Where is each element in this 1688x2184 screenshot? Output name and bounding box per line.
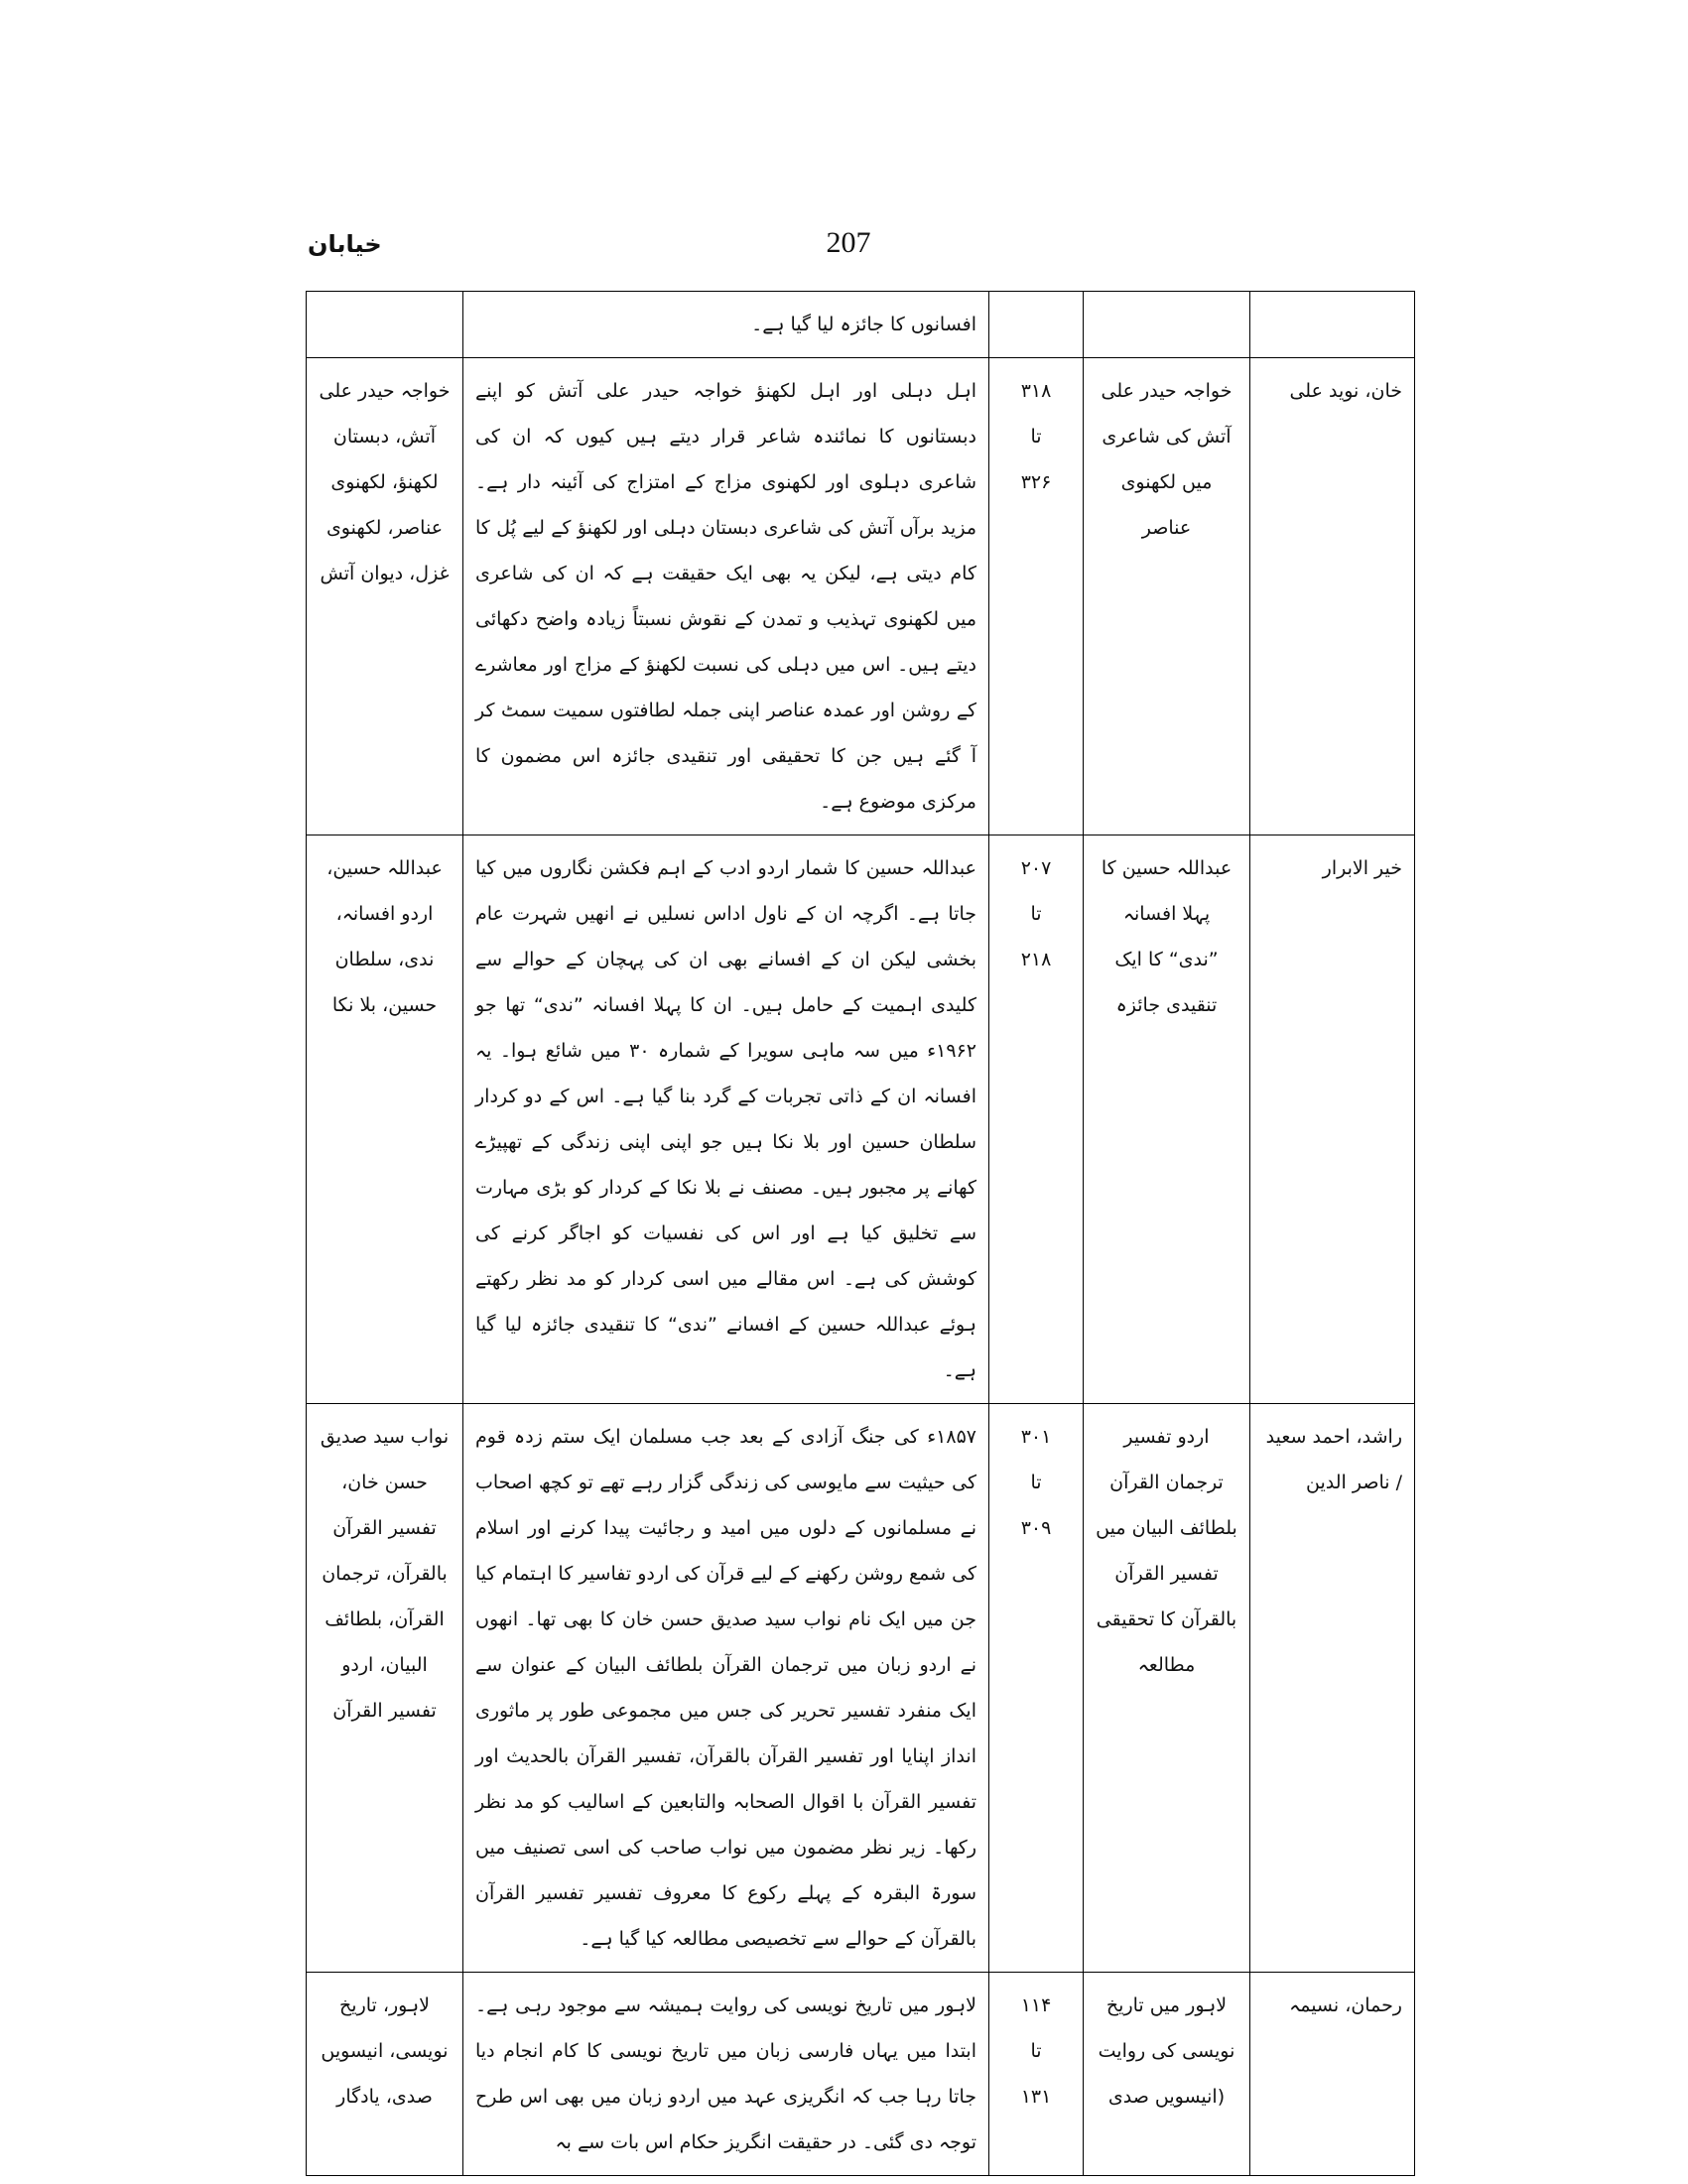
pages-cell	[989, 358, 1084, 835]
page-to-label: تا	[1030, 1472, 1042, 1493]
page-header	[308, 226, 1389, 276]
author-cell	[1250, 292, 1415, 358]
abstract-cell: افسانوں کا جائزہ لیا گیا ہے۔	[463, 292, 989, 358]
keywords-cell: خواجہ حیدر علی آتش، دبستان لکھنؤ، لکھنوی عناصر، لکھنوی غزل، دیوان آتش	[307, 358, 463, 835]
table-row	[307, 1404, 1415, 1973]
abstract-cell: عبداللہ حسین کا شمار اردو ادب کے اہم فکشن نگاروں میں کیا جاتا ہے۔ اگرچہ ان کے ناول اداس نسلیں نے انھیں شہرت عام بخشی لیکن ان کے افسانے بھی ان کی پہچان کے حوالے سے کلیدی اہمیت کے حامل ہیں۔ ان کا پہلا افسانہ ”ندی“ تھا جو ۱۹۶۲ء میں سہ ماہی سویرا کے شمارہ ۳۰ میں شائع ہوا۔ یہ افسانہ ان کے ذاتی تجربات کے گرد بنا گیا ہے۔ اس کے دو کردار سلطان حسین اور بلا نکا ہیں جو اپنی اپنی زندگی کے تھپیڑے کھانے پر مجبور ہیں۔ مصنف نے بلا نکا کے کردار کو بڑی مہارت سے تخلیق کیا ہے اور اس کی نفسیات کو اجاگر کرنے کی کوشش کی ہے۔ اس مقالے میں اسی کردار کو مد نظر رکھتے ہوئے عبداللہ حسین کے افسانے ”ندی“ کا تنقیدی جائزہ لیا گیا ہے۔	[463, 835, 989, 1404]
page-to-label: تا	[1030, 903, 1042, 925]
page-from: ۳۱۸	[1020, 380, 1052, 402]
pages-cell	[989, 292, 1084, 358]
table-row	[307, 358, 1415, 835]
title-cell: خواجہ حیدر علی آتش کی شاعری میں لکھنوی عناصر	[1084, 358, 1250, 835]
keywords-cell: لاہور، تاریخ نویسی، انیسویں صدی، یادگار	[307, 1973, 463, 2176]
title-cell: لاہور میں تاریخ نویسی کی روایت (انیسویں صدی	[1084, 1973, 1250, 2176]
pages-cell	[989, 835, 1084, 1404]
page-to: ۳۲۶	[1020, 471, 1052, 493]
title-cell: اردو تفسیر ترجمان القرآن بلطائف البیان میں تفسیر القرآن بالقرآن کا تحقیقی مطالعہ	[1084, 1404, 1250, 1973]
page-to: ۱۳۱	[1020, 2086, 1052, 2108]
pages-cell	[989, 1973, 1084, 2176]
abstract-cell: اہل دہلی اور اہل لکھنؤ خواجہ حیدر علی آتش کو اپنے دبستانوں کا نمائندہ شاعر قرار دیتے ہیں کیوں کہ ان کی شاعری دہلوی اور لکھنوی مزاج کے امتزاج کی آئینہ دار ہے۔ مزید برآں آتش کی شاعری دبستان دہلی اور لکھنؤ کے لیے پُل کا کام دیتی ہے، لیکن یہ بھی ایک حقیقت ہے کہ ان کی شاعری میں لکھنوی تہذیب و تمدن کے نقوش نسبتاً زیادہ واضح دکھائی دیتے ہیں۔ اس میں دہلی کی نسبت لکھنؤ کے مزاج اور معاشرے کے روشن اور عمدہ عناصر اپنی جملہ لطافتوں سمیت سمٹ کر آ گئے ہیں جن کا تحقیقی اور تنقیدی جائزہ اس مضمون کا مرکزی موضوع ہے۔	[463, 358, 989, 835]
page-to: ۳۰۹	[1020, 1517, 1052, 1539]
page-to-label: تا	[1030, 426, 1042, 448]
author-cell: خان، نوید علی	[1250, 358, 1415, 835]
keywords-cell: نواب سید صدیق حسن خان، تفسیر القرآن بالقرآن، ترجمان القرآن، بلطائف البیان، اردو تفسیر القرآن	[307, 1404, 463, 1973]
table-row	[307, 292, 1415, 358]
page-number: 207	[826, 226, 871, 259]
article-index-table	[306, 291, 1415, 2176]
page-to: ۲۱۸	[1020, 949, 1052, 970]
title-cell	[1084, 292, 1250, 358]
page-to-label: تا	[1030, 2040, 1042, 2062]
table-row	[307, 835, 1415, 1404]
page-from: ۲۰۷	[1020, 857, 1052, 879]
title-cell: عبداللہ حسین کا پہلا افسانہ ”ندی“ کا ایک تنقیدی جائزہ	[1084, 835, 1250, 1404]
keywords-cell: عبداللہ حسین، اردو افسانہ، ندی، سلطان حسین، بلا نکا	[307, 835, 463, 1404]
author-cell: رحمان، نسیمہ	[1250, 1973, 1415, 2176]
page-from: ۱۱۴	[1020, 1994, 1052, 2016]
abstract-cell: ۱۸۵۷ء کی جنگ آزادی کے بعد جب مسلمان ایک ستم زدہ قوم کی حیثیت سے مایوسی کی زندگی گزار رہے تھے تو کچھ اصحاب نے مسلمانوں کے دلوں میں امید و رجائیت پیدا کرنے اور اسلام کی شمع روشن رکھنے کے لیے قرآن کی اردو تفاسیر کا اہتمام کیا جن میں ایک نام نواب سید صدیق حسن خان کا بھی تھا۔ انھوں نے اردو زبان میں ترجمان القرآن بلطائف البیان کے عنوان سے ایک منفرد تفسیر تحریر کی جس میں مجموعی طور پر ماثوری انداز اپنایا اور تفسیر القرآن بالقرآن، تفسیر القرآن بالحدیث اور تفسیر القرآن با اقوال الصحابہ والتابعین کے اسالیب کو مد نظر رکھا۔ زیر نظر مضمون میں نواب صاحب کی اسی تصنیف میں سورۃ البقرہ کے پہلے رکوع کا معروف تفسیر تفسیر القرآن بالقرآن کے حوالے سے تخصیصی مطالعہ کیا گیا ہے۔	[463, 1404, 989, 1973]
pages-cell	[989, 1404, 1084, 1973]
author-cell: راشد، احمد سعید / ناصر الدین	[1250, 1404, 1415, 1973]
author-cell: خیر الابرار	[1250, 835, 1415, 1404]
abstract-cell: لاہور میں تاریخ نویسی کی روایت ہمیشہ سے موجود رہی ہے۔ ابتدا میں یہاں فارسی زبان میں تاریخ نویسی کا کام انجام دیا جاتا رہا جب کہ انگریزی عہد میں اردو زبان میں بھی اس طرح توجہ دی گئی۔ در حقیقت انگریز حکام اس بات سے بہ	[463, 1973, 989, 2176]
table-row	[307, 1973, 1415, 2176]
keywords-cell	[307, 292, 463, 358]
journal-name: خیابان	[308, 230, 382, 258]
page-from: ۳۰۱	[1020, 1426, 1052, 1448]
